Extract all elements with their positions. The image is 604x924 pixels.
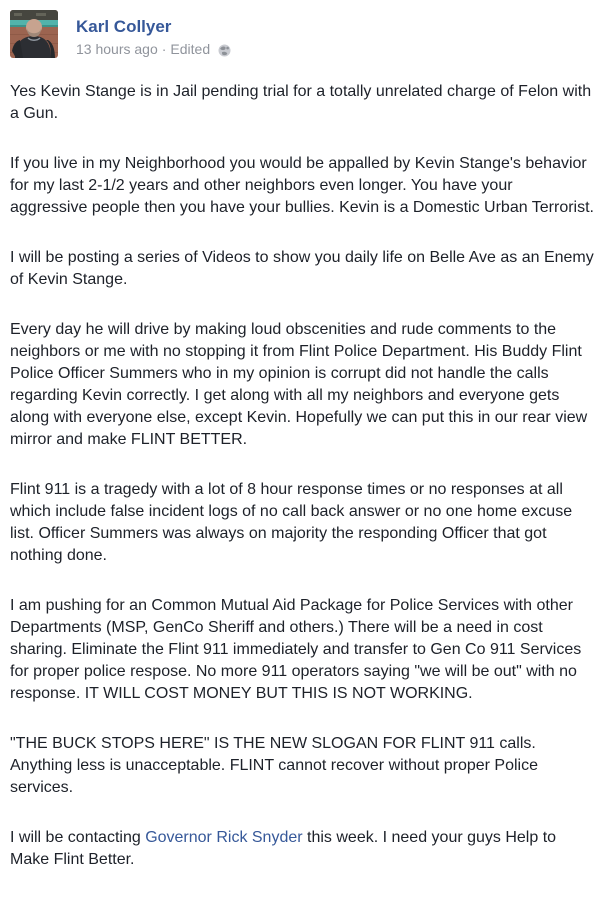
profile-photo-illustration [10,10,58,58]
post-paragraph: I will be posting a series of Videos to show you daily life on Belle Ave as an Enemy of Kevin Stange. [10,249,594,288]
author-link[interactable]: Karl Collyer [76,17,172,36]
post-paragraph: Flint 911 is a tragedy with a lot of 8 hour response times or no responses at all which include false incident logs of no call back answer or no one home excuse list. Officer Summers was always on majority the responding Officer that got nothing done. [10,481,573,564]
post-paragraph: Yes Kevin Stange is in Jail pending trial for a totally unrelated charge of Felon with a Gun. [10,83,592,122]
post-paragraph: Every day he will drive by making loud obscenities and rude comments to the neighbors or me with no stopping it from Flint Police Department. His Buddy Flint Police Officer Summers who in my opinion is corrupt did not handle the calls regarding Kevin correctly. I get along with all my neighbors and everyone gets along with everyone else, except Kevin. Hopefully we can put this in our rear view mirror and make FLINT BETTER. [10,321,588,448]
globe-public-icon [218,44,231,57]
post-meta [76,10,231,59]
closing-text-before: I will be contacting [10,829,146,846]
edited-label[interactable]: Edited [170,41,211,57]
closing-text-after: this week. I need your guys Help to Make Flint Better. [10,829,557,868]
post-paragraph-closing [10,827,594,871]
post-paragraph: I am pushing for an Common Mutual Aid Package for Police Services with other Departments (MSP, GenCo Sheriff and others.) There will be a need in cost sharing. Eliminate the Flint 911 immediately and transfer to Gen Co 911 Services for proper police respose. No more 911 operators saying "we will be out" with no response. IT WILL COST MONEY BUT THIS IS NOT WORKING. [10,597,582,702]
separator-dot: · [161,41,167,57]
timestamp-link[interactable]: 13 hours ago [76,41,158,57]
post-paragraph: If you live in my Neighborhood you would be appalled by Kevin Stange's behavior for my last 2-1/2 years and other neighbors even longer. You have your aggressive people then you have your bullies. Kevin is a Domestic Urban Terrorist. [10,155,594,216]
post-paragraph: "THE BUCK STOPS HERE" IS THE NEW SLOGAN FOR FLINT 911 calls. Anything less is unacceptable. FLINT cannot recover without proper Police services. [10,735,538,796]
post-subline [76,40,231,59]
post-header [10,10,594,59]
avatar[interactable] [10,10,58,58]
governor-rick-snyder-link[interactable]: Governor Rick Snyder [145,829,303,846]
post-body [10,81,594,871]
